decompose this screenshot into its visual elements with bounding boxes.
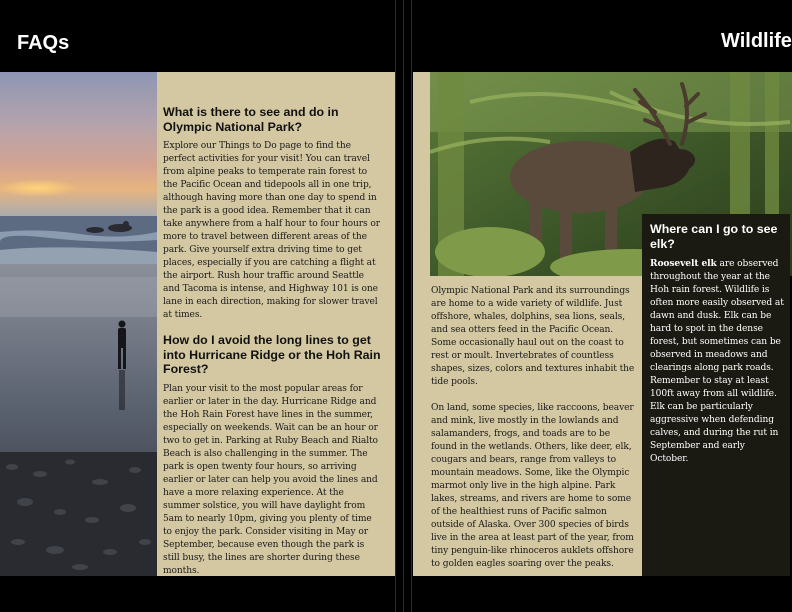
faq-question-1: What is there to see and do in Olympic National Park? — [163, 105, 339, 134]
faq-answer-1: Explore our Things to Do page to find the perfect activities for your visit! You can travel from alpine peaks to temperate rain forest to the Pacific Ocean and tidepools all in one trip, although having more than one day to spend in the park is a good idea. Remember that it can take anywhere from a half hour to four hours or more to travel between different areas of the park. Give yourself extra driving time to get places, especially if you are catching a flight at the airport. Rush hour traffic around Seattle and Tacoma is intense, and Highway 101 is one lane in each direction, making for slower travel at times. — [163, 141, 380, 320]
faq-answer-2: Plan your visit to the most popular areas for earlier or later in the day. Hurricane Ridge and the Hoh Rain Forest have lines in the summer, especially on weekends. Wait can be an hour or two to get in. Parking at Ruby Beach and Rialto Beach is also challenging in the summer. The park is open twenty four hours, so arriving earlier or later can help you avoid the lines and have a more relaxing experience. At the summer solstice, you will have daylight from 5am to nearly 10pm, giving you plenty of time to enjoy the park. Consider visiting in May or September, because even though the park is still busy, the lines are shorter during these months. — [163, 383, 378, 576]
faqs-header: FAQs — [17, 32, 70, 54]
wildlife-paragraph-2: On land, some species, like raccoons, beaver and mink, live mostly in the lowlands and salamanders, frogs, and toads are to be found in the wetlands. Others, like deer, elk, cougars and bears, range from valleys to mountain meadows. Some, like the Olympic marmot only live in the high alpine. Park lakes, streams, and rivers are home to some of the healthiest runs of Pacific salmon outside of Alaska. Over 300 species of birds live in the area at least part of the year, from tiny penguin-like rhinoceros auklets offshore to golden eagles soaring over the peaks. — [431, 403, 634, 569]
wildlife-header: Wildlife — [721, 30, 792, 52]
faq-item-2 — [163, 333, 383, 578]
sidebar-answer-rest: are observed throughout the year at the Hoh rain forest. Wildlife is often more easily observed at dawn and dusk. Elk can be hard to spot in the dense forest, but sometimes can be observed in meadows and clearings along park roads. Remember to stay at least 100ft away from all wildlife. Elk can be particularly aggressive when defending calves, and during the rut in September and early October. — [650, 259, 784, 464]
sidebar-answer — [650, 257, 784, 466]
elk-sidebar — [642, 214, 790, 576]
wildlife-paragraph-1: Olympic National Park and its surroundings are home to a wide variety of wildlife. Just offshore, whales, dolphins, sea lions, seals, and sea otters feed in the Pacific Ocean. Some occasionally haul out on the coast to rest or moult. Invertebrates of countless shapes, sizes, colors and textures inhabit the tide pools. — [431, 286, 635, 387]
faq-question-2: How do I avoid the long lines to get into Hurricane Ridge or the Hoh Rain Forest? — [163, 333, 381, 376]
gutter-line — [395, 0, 396, 612]
beach-sunset-photo — [0, 72, 157, 576]
wildlife-body — [431, 285, 635, 571]
sidebar-answer-bold: Roosevelt elk — [650, 258, 717, 269]
faq-item-1 — [163, 105, 383, 322]
gutter-line — [411, 0, 412, 612]
sidebar-question: Where can I go to see elk? — [650, 222, 778, 251]
gutter-line — [403, 0, 404, 612]
